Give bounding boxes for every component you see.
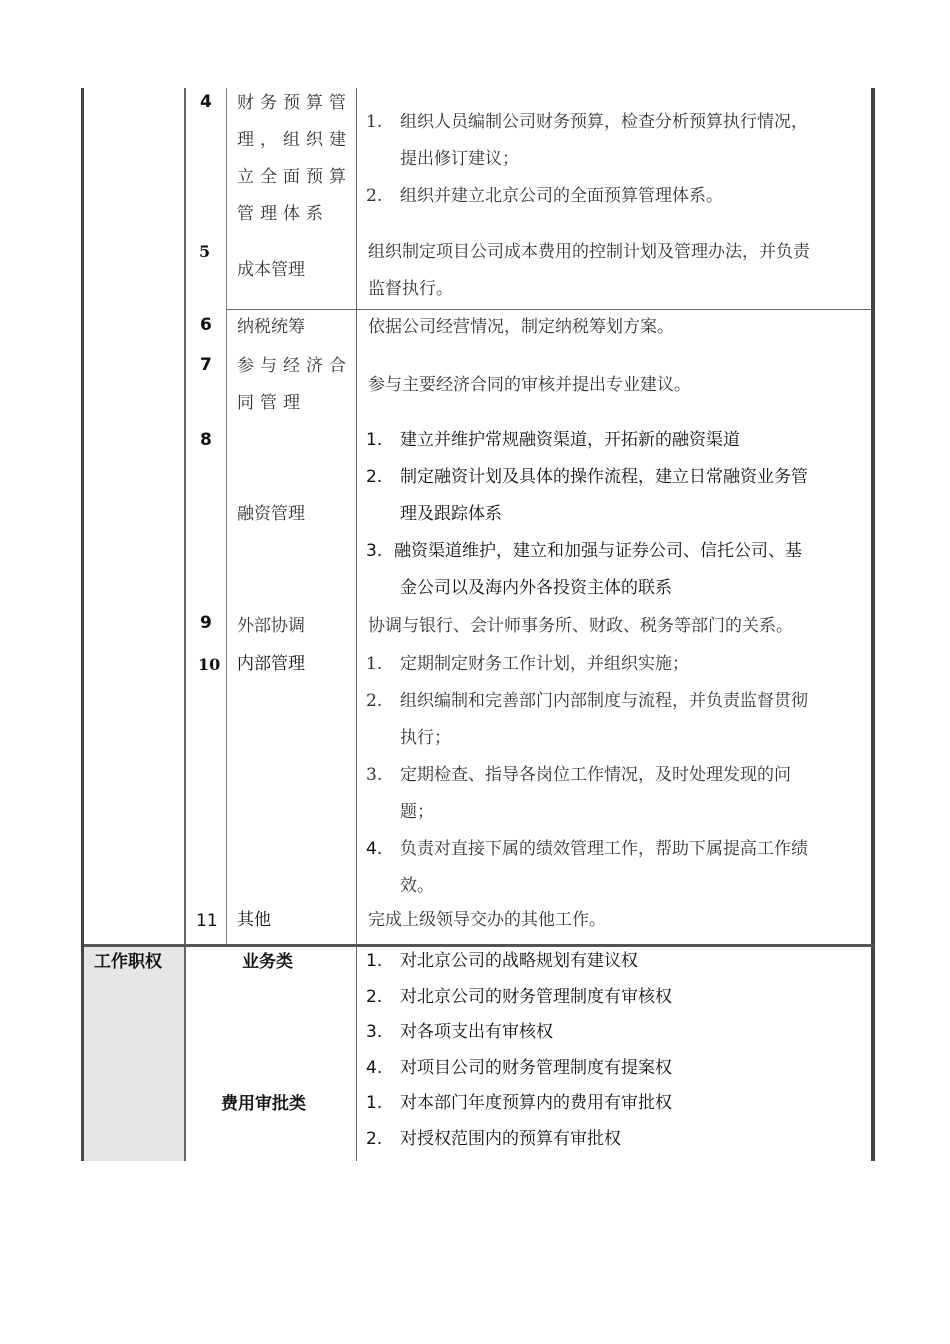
duty-name: 成本管理	[237, 260, 305, 280]
duty-description: 参与主要经济合同的审核并提出专业建议。	[368, 375, 691, 395]
authority-label: 工作职权	[94, 952, 162, 972]
table-col2-border	[226, 88, 227, 946]
list-item: 1. 定期制定财务工作计划，并组织实施； 2. 组织编制和完善部门内部制度与流程，并负责监督贯彻 执行； 3. 定期检查、指导各岗位工作情况，及时处理发现的问 题； 4. 负责对直接下属的绩效管理工作，帮助下属提高工作绩 效。	[366, 654, 808, 896]
duty-name: 参与经济合 同管理	[237, 356, 352, 413]
duty-name: 融资管理	[237, 504, 305, 524]
list-item: 1. 建立并维护常规融资渠道，开拓新的融资渠道 2. 制定融资计划及具体的操作流程，建立日常融资业务管 理及跟踪体系 3. 融资渠道维护，建立和加强与证券公司、信托公司、基 金公司以及海内外各投资主体的联系	[366, 430, 808, 598]
authority-group-expense: 费用审批类	[221, 1094, 306, 1114]
row-number: 6	[200, 315, 212, 335]
duty-description: 依据公司经营情况，制定纳税筹划方案。	[368, 317, 674, 337]
table-col1-border	[184, 88, 186, 1161]
list-item: 1. 组织人员编制公司财务预算，检查分析预算执行情况， 提出修订建议； 2. 组织并建立北京公司的全面预算管理体系。	[366, 112, 808, 206]
duty-name: 纳税统筹	[237, 317, 305, 337]
duty-description: 完成上级领导交办的其他工作。	[368, 910, 606, 930]
duty-name: 其他	[237, 910, 271, 930]
table-col3-border	[356, 88, 357, 1161]
duty-description: 组织制定项目公司成本费用的控制计划及管理办法，并负责 监督执行。	[368, 242, 810, 299]
row-number: 9	[200, 613, 212, 633]
row-number: 5	[199, 242, 211, 261]
row-number: 7	[200, 355, 212, 375]
row-number: 10	[198, 655, 221, 674]
row-number: 4	[200, 92, 212, 112]
duty-description: 协调与银行、会计师事务所、财政、税务等部门的关系。	[368, 616, 793, 636]
duty-name: 外部协调	[237, 616, 305, 636]
duty-name: 财务预算管 理，组织建 立全面预算 管理体系	[237, 93, 352, 224]
table-right-border	[871, 88, 875, 1161]
row-number: 11	[196, 911, 218, 931]
duty-name: 内部管理	[237, 654, 305, 674]
row-number: 8	[200, 430, 212, 450]
list-item: 1. 对北京公司的战略规划有建议权 2. 对北京公司的财务管理制度有审核权 3. 对各项支出有审核权 4. 对项目公司的财务管理制度有提案权 1. 对本部门年度预算内的费用有审批权 2. 对授权范围内的预算有审批权	[366, 951, 672, 1149]
authority-group-business: 业务类	[242, 952, 293, 972]
